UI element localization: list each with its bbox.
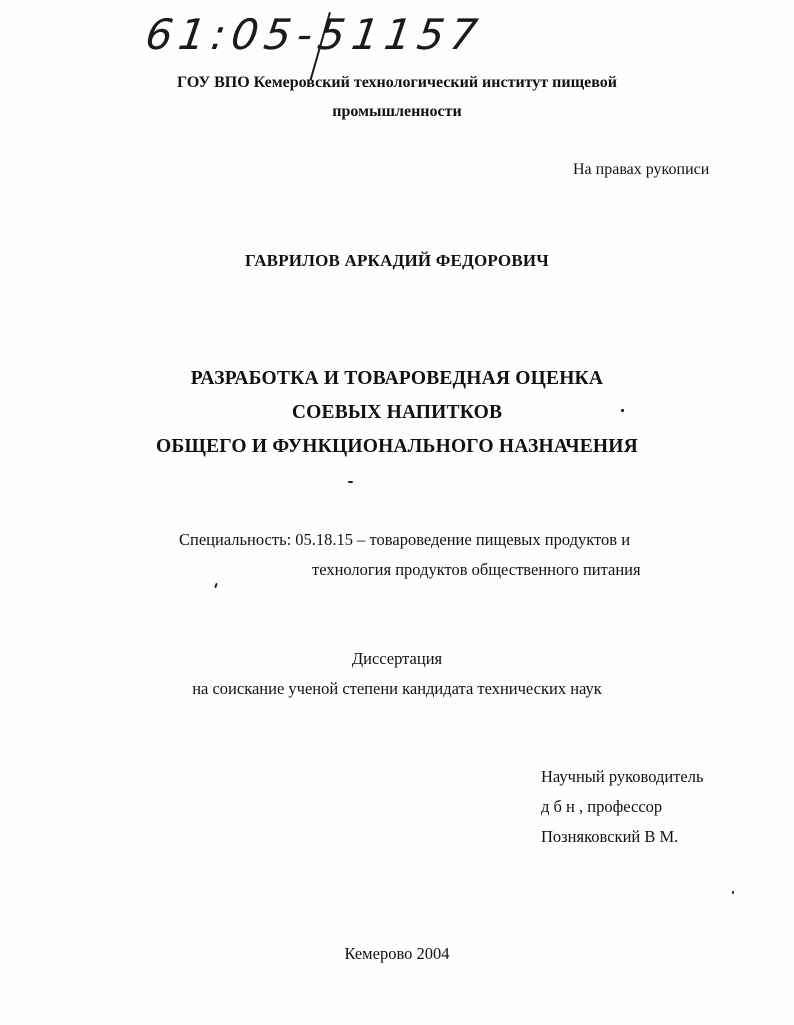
supervisor-label: Научный руководитель: [541, 767, 704, 786]
handwritten-catalog-number-right: 1157: [348, 10, 487, 59]
author-name: ГАВРИЛОВ АРКАДИЙ ФЕДОРОВИЧ: [245, 251, 549, 270]
institution-name: ГОУ ВПО Кемеровский технологический институт пищевой: [177, 74, 617, 91]
scan-speck: [348, 481, 353, 483]
title-line-3: ОБЩЕГО И ФУНКЦИОНАЛЬНОГО НАЗНАЧЕНИЯ: [156, 436, 638, 457]
title-line-1: РАЗРАБОТКА И ТОВАРОВЕДНАЯ ОЦЕНКА: [190, 368, 604, 389]
title-line-2: СОЕВЫХ НАПИТКОВ: [291, 402, 503, 423]
specialty-line-1: Специальность: 05.18.15 – товароведение пищевых продуктов и: [179, 530, 631, 549]
manuscript-rights-note: На правах рукописи: [573, 161, 710, 178]
degree-sought: на соискание ученой степени кандидата технических наук: [192, 679, 602, 698]
institution-name-continued: промышленности: [332, 103, 462, 120]
scan-speck: [214, 583, 218, 588]
dissertation-label: Диссертация: [351, 649, 443, 668]
specialty-line-2: технология продуктов общественного питания: [312, 560, 641, 579]
handwritten-catalog-number-left: 61:05-5: [142, 10, 355, 59]
scan-speck: [732, 891, 734, 894]
supervisor-degree: д б н , профессор: [541, 797, 663, 816]
scan-speck: [621, 409, 624, 412]
supervisor-name: Позняковский В М.: [541, 827, 679, 846]
city-year: Кемерово 2004: [344, 944, 450, 963]
